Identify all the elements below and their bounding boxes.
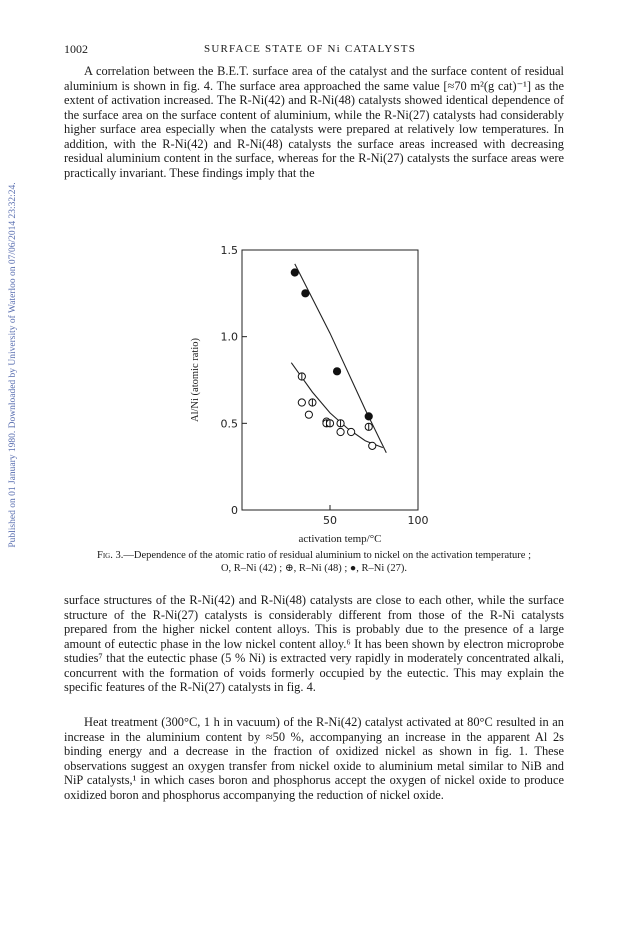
y-tick-label: 1.0: [220, 330, 238, 344]
point-r-ni-48: [298, 373, 305, 380]
data-points: [291, 269, 376, 450]
point-r-ni-48: [337, 420, 344, 427]
chart-axes: [242, 250, 418, 510]
paragraph-1: A correlation between the B.E.T. surface area of the catalyst and the surface content of residual aluminium is shown in fig. 4. The surface area approached the same value [≈70 m²(g cat)⁻¹] as the extent of activation increased. The R-Ni(42) and R-Ni(48) catalysts showed identical dependence of the surface area on the surface content of aluminium, while the R-Ni(27) catalysts had considerably higher surface area especially when the catalysts were prepared at relatively low temperatures. In addition, with the R-Ni(42) and R-Ni(48) catalysts the surface areas increased with decreasing residual aluminium content in the surface, whereas for the R-Ni(27) catalysts the surface areas were practically invariant. These findings imply that the: [64, 64, 564, 180]
plot-frame: [242, 250, 418, 510]
x-tick-label: 50: [323, 514, 337, 527]
al-ni-chart: [170, 238, 470, 538]
page-number: 1002: [64, 42, 88, 56]
point-r-ni-48: [326, 420, 333, 427]
running-title: SURFACE STATE OF Ni CATALYSTS: [204, 43, 417, 55]
caption-text: —Dependence of the atomic ratio of residual aluminium to nickel on the activation temperature ;: [123, 550, 531, 561]
point-r-ni-42: [298, 399, 305, 406]
point-r-ni-48: [309, 399, 316, 406]
point-r-ni-27: [365, 413, 372, 420]
point-r-ni-27: [302, 290, 309, 297]
download-notice: [6, 150, 20, 580]
x-tick-label: 100: [407, 514, 429, 527]
point-r-ni-42: [369, 442, 376, 449]
page-header: [64, 42, 564, 58]
figure-caption: [64, 549, 564, 575]
y-tick-label: 0.5: [220, 417, 238, 431]
caption-label: Fig. 3.: [97, 550, 124, 561]
point-r-ni-48: [365, 423, 372, 430]
y-axis-label: Al/Ni (atomic ratio): [190, 338, 201, 422]
y-tick-label: 0: [231, 504, 238, 517]
paragraph-2: surface structures of the R-Ni(42) and R-Ni(48) catalysts are close to each other, while the surface structure of the R-Ni(27) catalysts is considerably different from those of the R-Ni catalysts prepared from the higher nickel content alloys. This is probably due to the presence of a large amount of eutectic phase in the low nickel content alloy.⁶ It has been shown by electron microprobe studies⁷ that the eutectic phase (5 % Ni) is extracted very rapidly in moderately concentrated alkali, concurrent with the formation of voids formerly occupied by the eutectic. This may explain the specific features of the R-Ni(27) catalysts in fig. 4.: [64, 593, 564, 694]
download-notice-text: Published on 01 January 1980. Downloaded by University of Waterloo on 07/06/2014 23:32:24.: [8, 182, 18, 548]
point-r-ni-42: [337, 428, 344, 435]
point-r-ni-27: [333, 368, 340, 375]
point-r-ni-42: [348, 428, 355, 435]
point-r-ni-27: [291, 269, 298, 276]
tick-labels: [190, 244, 429, 527]
x-axis-label: activation temp/°C: [298, 533, 382, 545]
paragraph-3: Heat treatment (300°C, 1 h in vacuum) of the R-Ni(42) catalyst activated at 80°C resulted in an increase in the aluminium content by ≈50 %, accompanying an increase in the apparent Al 2s binding energy and a decrease in the fraction of oxidized nickel as shown in fig. 1. These observations suggest an oxygen transfer from nickel oxide to aluminium metal similar to NiB and NiP catalysts,¹ in which cases boron and phosphorus accept the oxygen of nickel oxide to produce oxidized boron and phosphorus accompanying the reduction of nickel oxide.: [64, 715, 564, 802]
point-r-ni-42: [305, 411, 312, 418]
caption-legend: O, R–Ni (42) ; ⊕, R–Ni (48) ; ●, R–Ni (27).: [220, 563, 408, 574]
figure-3: [170, 238, 470, 558]
y-tick-label: 1.5: [220, 244, 238, 257]
